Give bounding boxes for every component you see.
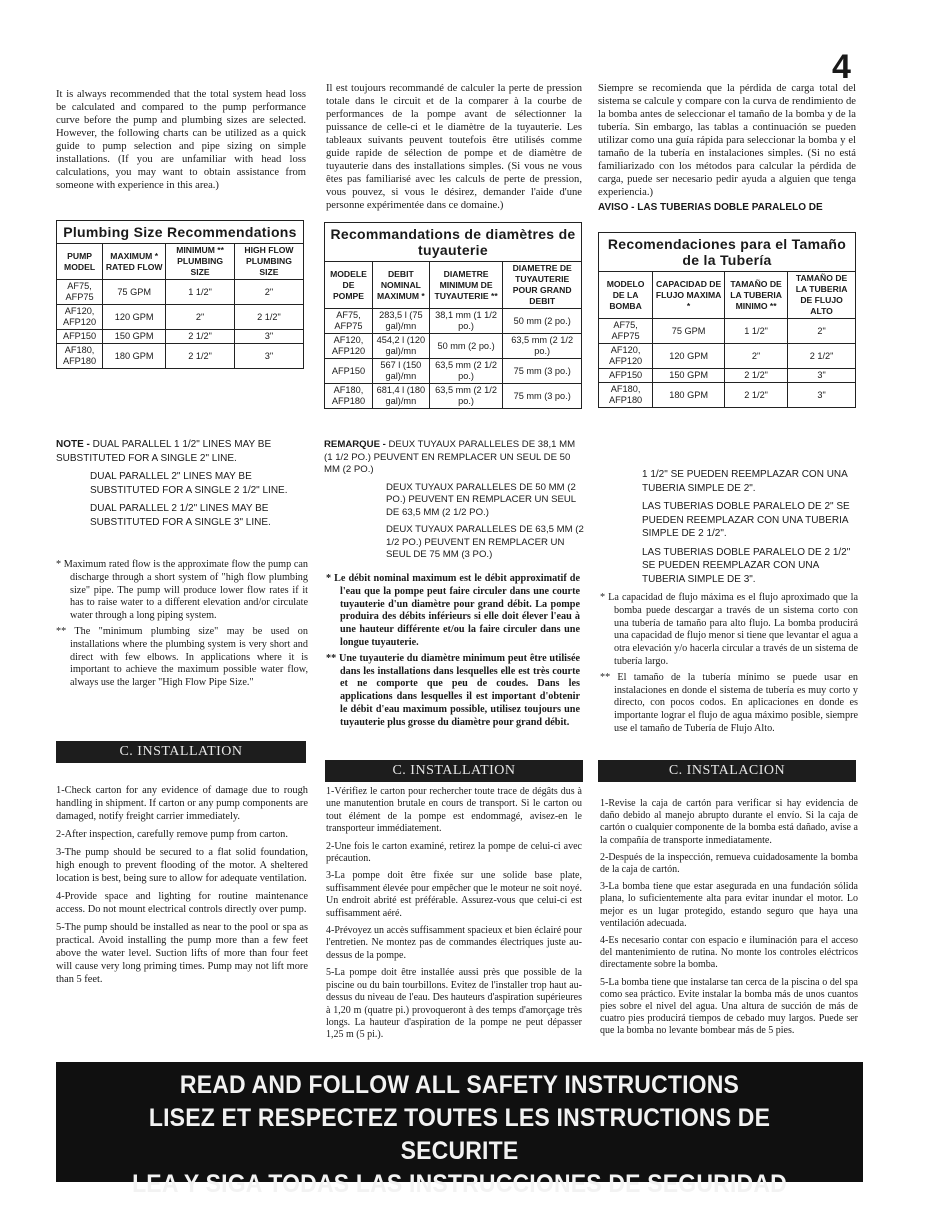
table-cell: 567 l (150 gal)/mn [372,359,429,384]
footnote: * La capacidad de flujo máxima es el flujo aproximado que la bomba puede descargar a través de un sistema corto con una tubería de tamaño para alto flujo. La bomba producirá una capacidad de flujo menor si tiene que levantar el agua a otra elevación y/o hacerla circular a través de un sistema de tubería largo. [600,592,858,667]
table-cell: 2 1/2" [166,330,235,344]
table-cell: AF120, AFP120 [57,305,103,330]
table-header: DEBIT NOMINAL MAXIMUM * [372,262,429,309]
section-heading-installation-es: C. INSTALACION [598,760,856,782]
footnotes-fr [326,573,580,733]
table-cell: 75 mm (3 po.) [503,359,582,384]
list-item: 5-La bomba tiene que instalarse tan cerca de la piscina o del spa como sea práctico. Evite instalar la bomba más de unos cuantos pies sobre el nivel del agua. Una altura de succión de más de cuatro pies producirá tiempos de cebado muy largos. Puede ser que la bomba no levante bombear más de 5 pies. [600,976,858,1037]
table-cell: 75 GPM [653,319,725,344]
table-cell: 1 1/2" [725,319,788,344]
table-cell: 2 1/2" [234,305,303,330]
table-cell: 75 GPM [103,280,166,305]
table-cell: AF120, AFP120 [325,334,373,359]
list-item: 5-La pompe doit être installée aussi près que possible de la piscine ou du bain tourbillons. Evitez de l'installer trop haut au-dessus du niveau de l'eau. Des hauteurs d'aspiration supérieures à 1,20 m (quatre pi.) provoqueront à des temps d'amorçage très longs. La hauteur d'aspiration de la pompe ne peut dépasser 1,25 m (5 pi.). [326,967,582,1041]
table-header: MINIMUM ** PLUMBING SIZE [166,244,235,280]
table-header: MODELO DE LA BOMBA [599,272,653,319]
safety-banner [56,1062,863,1198]
list-item: 1-Vérifiez le carton pour rechercher toute trace de dégâts dus à une manutention brutale en cours de transport. Si le carton ou tout élément de la pompe est endommagé, avisez-en le transporteur immédiatement. [326,786,582,835]
table-row [325,309,582,334]
table-cell: 2 1/2" [788,344,856,369]
table-cell: 50 mm (2 po.) [503,309,582,334]
notes-es [642,468,862,591]
list-item: 1-Revise la caja de cartón para verificar si hay evidencia de daño debido al manejo abrupto durante el envío. Si la caja de cartón o cualquier componente de la bomba está dañado, avise a la compañía de transporte inmediatamente. [600,798,858,846]
table-cell: 120 GPM [653,344,725,369]
notes-en [56,438,316,534]
table-cell: 1 1/2" [166,280,235,305]
table-row [57,344,304,369]
table-header: MODELE DE POMPE [325,262,373,309]
table-row [325,334,582,359]
table-row [57,330,304,344]
table-cell: 3" [234,344,303,369]
table-cell: AF180, AFP180 [325,384,373,409]
table-cell: AF75, AFP75 [325,309,373,334]
table-header: PUMP MODEL [57,244,103,280]
list-item: 3-La pompe doit être fixée sur une solide base plate, suffisamment élevée pour empêcher que le moteur ne soit noyé. Un endroit abrité est préférable. Assurez-vous que celui-ci est suffisamment aéré. [326,870,582,919]
list-item: 3-The pump should be secured to a flat solid foundation, high enough to prevent flooding of the motor. A sheltered location is best, being sure to allow for adequate ventilation. [56,847,308,884]
table-row [599,319,856,344]
aviso-label: AVISO - LAS TUBERIAS DOBLE PARALELO DE [598,202,823,213]
list-item: 4-Es necesario contar con espacio e iluminación para el acceso del mantenimiento de rutina. No monte los controles eléctricos directamente sobre la bomba. [600,935,858,971]
table-cell: 120 GPM [103,305,166,330]
note-line: DEUX TUYAUX PARALLELES DE 38,1 MM (1 1/2 PO.) PEUVENT EN REMPLACER UN SEUL DE 50 MM (2 PO.) [324,439,576,475]
table-cell: 283,5 l (75 gal)/mn [372,309,429,334]
table-row [57,280,304,305]
footnote: * Le débit nominal maximum est le débit approximatif de l'eau que la pompe peut faire circuler dans une courte tuyauterie d'un diamètre pour grand débit. La pompe produira des débits inférieurs si elle doit élever l'eau à une hauteur différente et/ou la faire circuler dans une longue tuyauterie. [326,573,580,648]
note-line: DEUX TUYAUX PARALLELES DE 63,5 MM (2 1/2 PO.) PEUVENT EN REMPLACER UN SEUL DE 75 MM (3 PO.) [386,524,584,560]
footnotes-es [600,592,858,739]
table-cell: 38,1 mm (1 1/2 po.) [429,309,503,334]
table-cell: 2 1/2" [725,369,788,383]
intro-fr-text: Il est toujours recommandé de calculer la perte de pression totale dans le circuit et de la comparer à la courbe de performances de la pompe avant de sélectionner la puissance de celle-ci et le diamètre de la tuyauterie. Les tableaux suivants peuvent toutefois être utilisés comme guide rapide de sélection de pompe et de diamètre de tuyauterie dans des installations simples. (Si vous ne vous êtes pas familiarisé avec les calculs de perte de pression, vous pouvez, si vous le désirez, demander l'aide d'une personne expérimentée dans ce domaine.) [326,83,582,211]
installation-steps-es [600,798,858,1043]
table-header: DIAMETRE MINIMUM DE TUYAUTERIE ** [429,262,503,309]
table-header: HIGH FLOW PLUMBING SIZE [234,244,303,280]
list-item: 4-Prévoyez un accès suffisamment spacieux et bien éclairé pour l'entretien. Ne montez pas de commandes électriques juste au-dessus de la pompe. [326,925,582,961]
section-heading-installation-en: C. INSTALLATION [56,741,306,763]
footnote: ** El tamaño de la tubería mínimo se puede usar en instalaciones en donde el sistema de tubería es muy corto y directo, con pocos codos. En aplicaciones en donde es importante lograr el flujo de agua máximo posible, siempre use el tamaño de Tubería de Flujo Alto. [600,671,858,734]
note-line: DUAL PARALLEL 2" LINES MAY BE SUBSTITUTED FOR A SINGLE 2 1/2" LINE. [90,471,288,496]
table-row [57,305,304,330]
table-cell: AFP150 [325,359,373,384]
list-item: 3-La bomba tiene que estar asegurada en una fundación sólida plana, lo suficientemente alta para evitar inundar el motor. Lo mejor es un lugar protegido, estando seguro que haya una ventilación adecuada. [600,881,858,929]
table-cell: 63,5 mm (2 1/2 po.) [429,359,503,384]
table-cell: 150 GPM [653,369,725,383]
table-row [325,384,582,409]
table-cell: AF180, AFP180 [599,383,653,408]
table-row [599,344,856,369]
page-number: 4 [832,48,851,86]
note-line: 1 1/2" SE PUEDEN REEMPLAZAR CON UNA TUBERIA SIMPLE DE 2". [642,469,848,494]
intro-en [56,88,306,192]
list-item: 5-The pump should be installed as near to the pool or spa as practical. Avoid installing the pump more than a few feet above the water level. Suction lifts of more than four feet will cause very long priming times. Pump may not lift more than 5 feet. [56,922,308,985]
list-item: 4-Provide space and lighting for routine maintenance access. Do not mount electrical controls directly over pump. [56,891,308,915]
table-cell: 2 1/2" [725,383,788,408]
table-header: MAXIMUM * RATED FLOW [103,244,166,280]
table-header: DIAMETRE DE TUYAUTERIE POUR GRAND DEBIT [503,262,582,309]
table-cell: 3" [234,330,303,344]
table-header: CAPACIDAD DE FLUJO MAXIMA * [653,272,725,319]
table-cell: 2 1/2" [166,344,235,369]
table-title: Recomendaciones para el Tamaño de la Tubería [599,233,856,272]
list-item: 2-After inspection, carefully remove pump from carton. [56,829,288,840]
plumbing-table-fr [324,222,582,409]
intro-en-text: It is always recommended that the total system head loss be calculated and compared to the pump performance curve before the pump and plumbing sizes are selected. However, the following charts can be utilized as a quick guide to pump selection and pipe sizing on simple installations. (If you are unfamiliar with head loss calculations, you may want to obtain assistance from someone with experience in this area.) [56,89,306,191]
table-cell: AFP150 [57,330,103,344]
intro-es-text: Siempre se recomienda que la pérdida de carga total del sistema se calcule y compare con la curva de rendimiento de la bomba antes de seleccionar el tamaño de la bomba y de la tubería. Sin embargo, las tablas a continuación se pueden utilizar como una guía rápida para seleccionar la bomba y el tamaño de la tubería en instalaciones simples. (Si no está familiarizado con los métodos para calcular la pérdida de carga, puede ser necesario pedir ayuda a alguien que tenga experiencia.) [598,83,856,198]
table-cell: 2" [234,280,303,305]
table-cell: AF75, AFP75 [57,280,103,305]
note-line: DUAL PARALLEL 1 1/2" LINES MAY BE SUBSTITUTED FOR A SINGLE 2" LINE. [56,439,272,464]
table-cell: 75 mm (3 po.) [503,384,582,409]
section-heading-installation-fr: C. INSTALLATION [325,760,583,782]
note-label: REMARQUE - [324,439,386,450]
installation-steps-en [56,784,308,991]
table-cell: AF180, AFP180 [57,344,103,369]
table-cell: 3" [788,369,856,383]
table-header: TAMAÑO DE LA TUBERIA MINIMO ** [725,272,788,319]
note-line: DUAL PARALLEL 2 1/2" LINES MAY BE SUBSTITUTED FOR A SINGLE 3" LINE. [90,503,271,528]
note-label: NOTE - [56,439,90,450]
table-title: Plumbing Size Recommendations [57,221,304,244]
table-cell: AF120, AFP120 [599,344,653,369]
table-cell: 454,2 l (120 gal)/mn [372,334,429,359]
plumbing-table-es [598,232,856,408]
plumbing-table-en [56,220,304,369]
table-cell: 681,4 l (180 gal)/mn [372,384,429,409]
table-cell: 63,5 mm (2 1/2 po.) [429,384,503,409]
note-line: LAS TUBERIAS DOBLE PARALELO DE 2 1/2" SE PUEDEN REEMPLAZAR CON UNA TUBERIA SIMPLE DE 3". [642,546,851,585]
table-title: Recommandations de diamètres de tuyauterie [325,223,582,262]
table-cell: AF75, AFP75 [599,319,653,344]
safety-line-es: LEA Y SIGA TODAS LAS INSTRUCCIONES DE SEGURIDAD [132,1170,787,1198]
table-header: TAMAÑO DE LA TUBERIA DE FLUJO ALTO [788,272,856,319]
table-cell: 150 GPM [103,330,166,344]
intro-fr [326,82,582,212]
table-cell: 2" [725,344,788,369]
table-cell: 63,5 mm (2 1/2 po.) [503,334,582,359]
intro-es [598,82,856,214]
list-item: 2-Une fois le carton examiné, retirez la pompe de celui-ci avec précaution. [326,840,582,865]
footnote: ** The "minimum plumbing size" may be used on installations where the plumbing system is very short and direct with few elbows. In applications where it is important to achieve the maximum possible water flow, always use the larger "High Flow Pipe Size." [56,625,308,689]
table-cell: AFP150 [599,369,653,383]
table-row [599,369,856,383]
table-cell: 180 GPM [653,383,725,408]
footnote: ** Une tuyauterie du diamètre minimum peut être utilisée dans les installations dans lesquelles elle est très courte et ne comporte que peu de coudes. Dans les applications dans lesquelles il est important d'obtenir le débit d'eau maximum possible, utilisez toujours une tuyauterie plus grosse du diamètre pour grand débit. [326,652,580,728]
list-item: 2-Después de la inspección, remueva cuidadosamente la bomba de la caja de cartón. [600,851,858,876]
table-row [325,359,582,384]
list-item: 1-Check carton for any evidence of damage due to rough handling in shipment. If carton or any pump components are damaged, notify freight carrier immediately. [56,785,308,822]
safety-line-en: READ AND FOLLOW ALL SAFETY INSTRUCTIONS [179,1071,740,1099]
note-line: LAS TUBERIAS DOBLE PARALELO DE 2" SE PUEDEN REEMPLAZAR CON UNA TUBERIA SIMPLE DE 2 1/2". [642,501,850,539]
table-cell: 3" [788,383,856,408]
table-row [599,383,856,408]
installation-steps-fr [326,786,582,1047]
notes-fr [324,439,586,567]
footnotes-en [56,559,308,693]
table-cell: 2" [788,319,856,344]
note-line: DEUX TUYAUX PARALLELES DE 50 MM (2 PO.) PEUVENT EN REMPLACER UN SEUL DE 63,5 MM (2 1/2 PO.) [386,481,576,518]
table-cell: 50 mm (2 po.) [429,334,503,359]
safety-line-fr: LISEZ ET RESPECTEZ TOUTES LES INSTRUCTIONS DE SECURITE [148,1104,771,1165]
table-cell: 180 GPM [103,344,166,369]
footnote: * Maximum rated flow is the approximate flow the pump can discharge through a short system of "high flow plumbing size" pipe. The pump will produce lower flow rates if it has to raise water to a different elevation and/or circulate water through a long piping system. [56,559,308,622]
table-cell: 2" [166,305,235,330]
